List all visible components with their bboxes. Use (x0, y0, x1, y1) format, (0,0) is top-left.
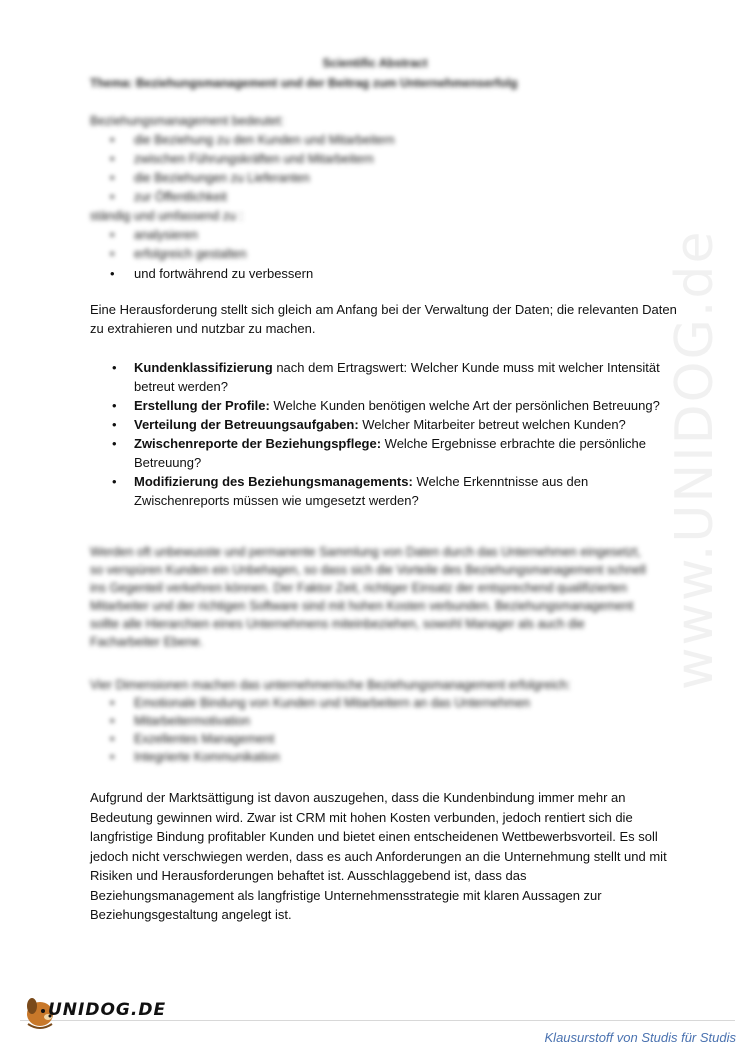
question-text: Welche Ergebnisse erbrachte die persönliche Betreuung? (134, 436, 647, 470)
list-item: • Exzellentes Management (90, 730, 650, 748)
paragraph-data-challenge: Eine Herausforderung stellt sich gleich am Anfang bei der Verwaltung der Daten; die relevanten Daten zu extrahieren und nutzbar zu machen. (90, 302, 677, 336)
question-item (90, 358, 680, 396)
paragraph-data-collection: Werden oft unbewusste und permanente Sammlung von Daten durch das Unternehmen eingesetzt, so verspüren Kunden ein Unbehagen, so dass sich die Vorteile des Beziehungsmanagement schnell ins Gegenteil verkehren können. Der Faktor Zeit, richtiger Einsatz der entsprechend qualifizierten Mitarbeiter und der richtigen Software sind mit hohen Kosten verbunden. Beziehungsmanagement sollte alle Hierarchien eines Unternehmens miteinbeziehen, sowohl Manager als auch die Facharbeiter Ebene. (90, 545, 646, 649)
question-list (90, 358, 680, 510)
watermark: www.UNIDOG.de (665, 229, 725, 690)
list-item: • erfolgreich gestalten (90, 245, 670, 264)
list-item: • und fortwährend zu verbessern (90, 264, 670, 283)
footer-tagline: Klausurstoff von Studis für Studis (544, 1030, 736, 1045)
question-term: Verteilung der Betreuungsaufgaben: (134, 417, 359, 432)
intro-list-a (90, 131, 670, 207)
intro-lead: Beziehungsmanagement bedeutet: (90, 114, 284, 128)
question-text: nach dem Ertragswert: Welcher Kunde muss mit welcher Intensität betreut werden? (134, 360, 660, 394)
question-term: Modifizierung des Beziehungsmanagements: (134, 474, 413, 489)
question-text: Welche Erkenntnisse aus den Zwischenreports müssen wie umgesetzt werden? (134, 474, 589, 508)
question-term: Erstellung der Profile: (134, 398, 270, 413)
dimensions-lead: Vier Dimensionen machen das unternehmerische Beziehungsmanagement erfolgreich: (90, 678, 571, 692)
list-item: • Emotionale Bindung von Kunden und Mitarbeitern an das Unternehmen (90, 694, 650, 712)
question-item (90, 415, 680, 434)
logo-text: UNIDOG.DE (48, 1000, 167, 1020)
question-item (90, 472, 680, 510)
question-text: Welcher Mitarbeiter betreut welchen Kunden? (358, 417, 626, 432)
intro-list-b (90, 226, 670, 264)
list-item: • die Beziehung zu den Kunden und Mitarbeitern (90, 131, 670, 150)
question-item (90, 434, 680, 472)
list-item: • die Beziehungen zu Lieferanten (90, 169, 670, 188)
dimensions-list (90, 694, 650, 766)
document-title: Scientific Abstract (322, 56, 428, 70)
paragraph-conclusion: Aufgrund der Marktsättigung ist davon auszugehen, dass die Kundenbindung immer mehr an Bedeutung gewinnen wird. Zwar ist CRM mit hohen Kosten verbunden, jedoch rentiert sich die langfristige Bindung profitabler Kunden und bietet einen entscheidenen Wettbewerbsvorteil. Es soll jedoch nicht verschwiegen werden, dass es auch Anforderungen an die Unternehmung stellt und mit Risiken und Herausforderungen behaftet ist. Ausschlaggebend ist, dass das Beziehungsmanagement als langfristige Unternehmensstrategie mit klaren Aussagen zur Beziehungsgestaltung angelegt ist. (90, 790, 667, 922)
list-item: • analysieren (90, 226, 670, 245)
intro-section (90, 112, 670, 283)
list-item: • zwischen Führungskräften und Mitarbeitern (90, 150, 670, 169)
list-item: • Integrierte Kommunikation (90, 748, 650, 766)
document-subtitle: Thema: Beziehungsmanagement und der Beitrag zum Unternehmenserfolg (90, 76, 518, 90)
dimensions-section (90, 676, 650, 766)
intro-list-c (90, 264, 670, 283)
question-term: Zwischenreporte der Beziehungspflege: (134, 436, 382, 451)
question-item (90, 396, 680, 415)
question-text: Welche Kunden benötigen welche Art der persönlichen Betreuung? (269, 398, 660, 413)
list-item: • Mitarbeitermotivation (90, 712, 650, 730)
intro-mid: ständig und umfassend zu : (90, 209, 243, 223)
question-term: Kundenklassifizierung (134, 360, 273, 375)
list-item: • zur Öffentlichkeit (90, 188, 670, 207)
